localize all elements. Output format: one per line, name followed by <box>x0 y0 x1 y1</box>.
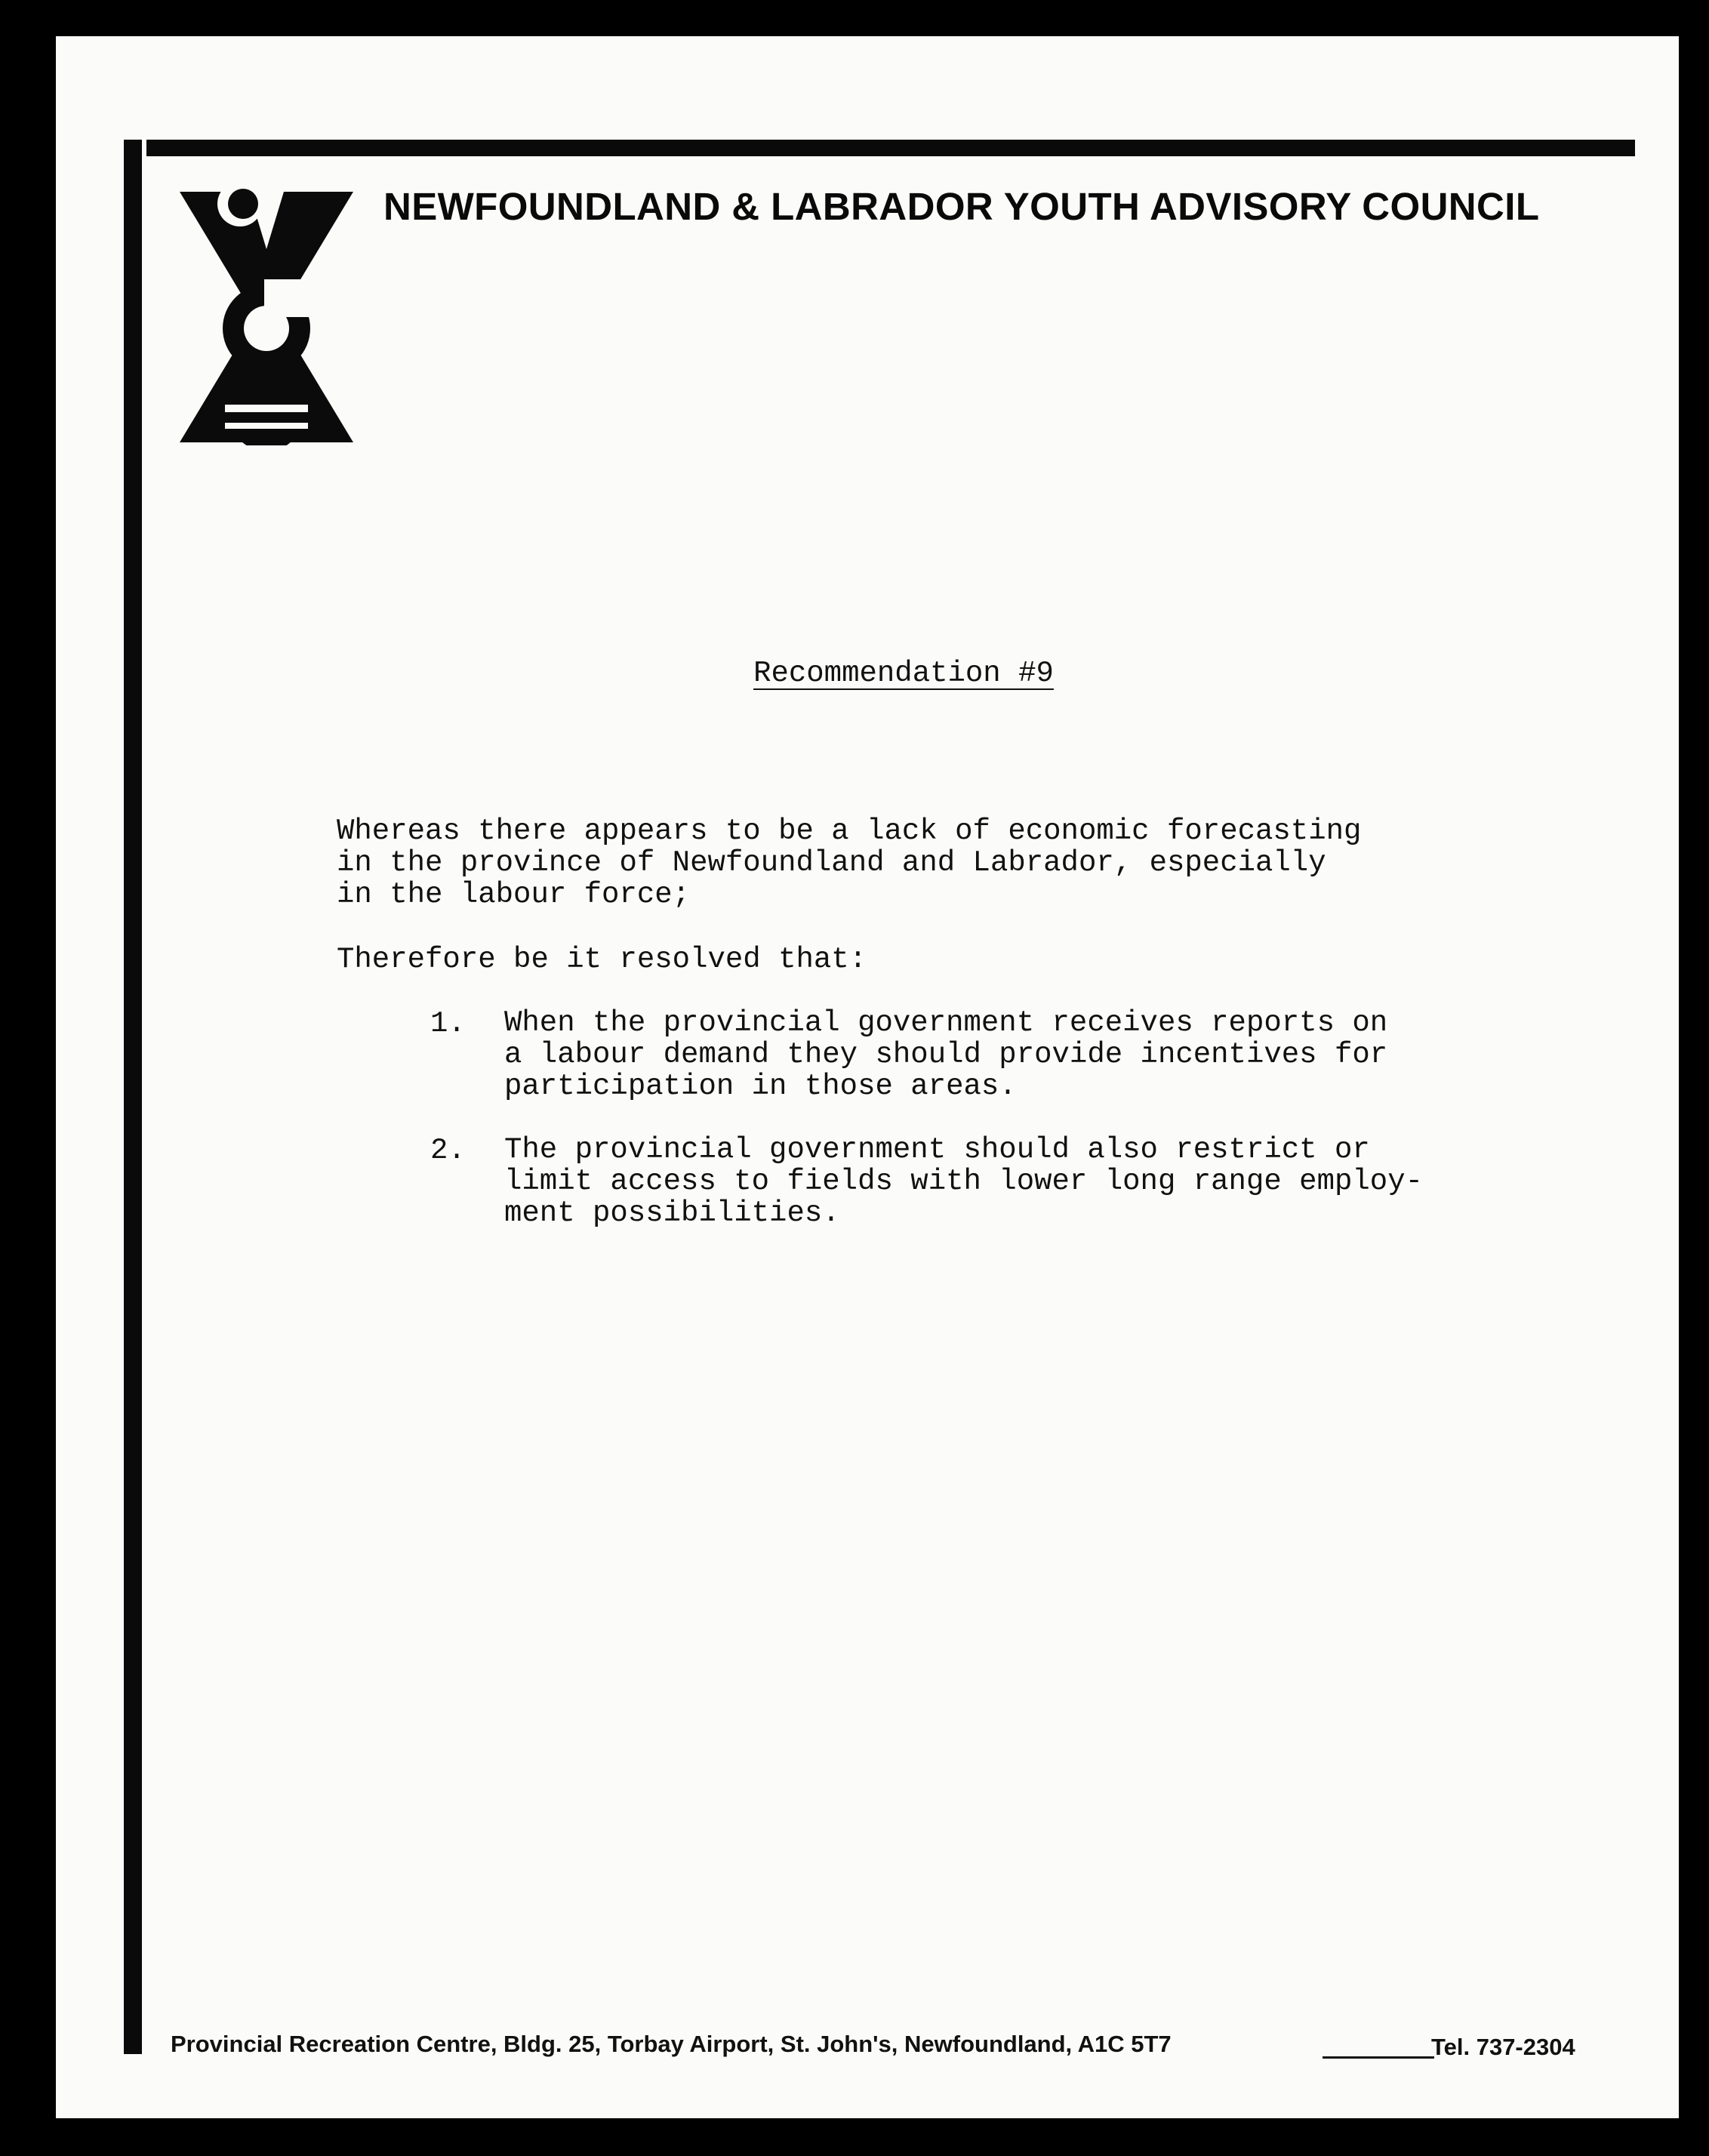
footer-phone: Tel. 737-2304 <box>1431 2034 1575 2060</box>
recommendation-title: Recommendation #9 <box>753 657 1054 690</box>
resolved-clause: Therefore be it resolved that: <box>337 943 867 976</box>
organization-name: NEWFOUNDLAND & LABRADOR YOUTH ADVISORY COUNCIL <box>383 185 1540 228</box>
list-item-text: The provincial government should also restrict or limit access to fields with lower long range employ- ment possibilities. <box>504 1133 1423 1230</box>
list-item-number: 1. <box>430 1007 466 1040</box>
footer-divider <box>1323 2056 1434 2059</box>
letterhead-left-rule <box>124 140 142 2054</box>
list-item-text: When the provincial government receives reports on a labour demand they should provide incentives for participation in those areas. <box>504 1006 1388 1103</box>
nlyac-logo-icon <box>180 181 353 445</box>
list-item-number: 2. <box>430 1134 466 1167</box>
recommendation-title-wrapper <box>0 657 1709 690</box>
whereas-clause: Whereas there appears to be a lack of economic forecasting in the province of Newfoundland and Labrador, especially in the labour force; <box>337 815 1362 911</box>
footer-address: Provincial Recreation Centre, Bldg. 25, Torbay Airport, St. John's, Newfoundland, A1C 5T7 <box>171 2031 1172 2057</box>
letterhead-top-rule <box>146 140 1635 156</box>
